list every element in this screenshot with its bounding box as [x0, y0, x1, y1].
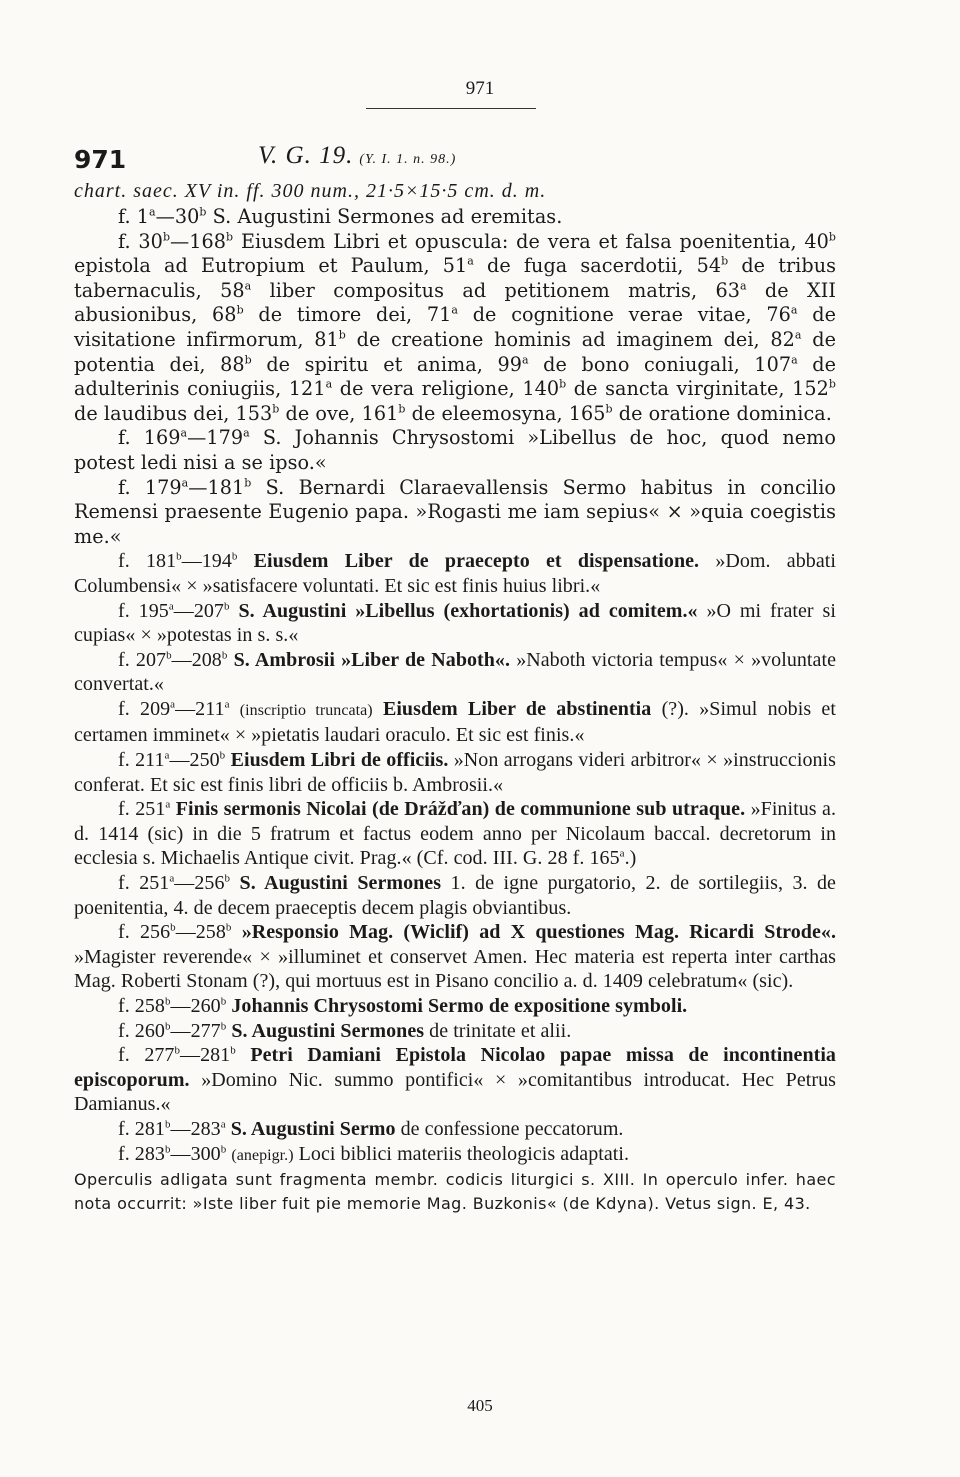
content-entry: f. 281$^b$—283$^a$ S. Augustini Sermo de confessione peccatorum.	[118, 1117, 624, 1140]
contents-body	[74, 205, 836, 1216]
content-entry: f. 209$^a$—211$^a$ (inscriptio truncata) Eiusdem Liber de abstinentia (?). »Simul nobis et certamen imminet« × »pietatis laudari oraculo. Et sic est finis.«	[74, 697, 836, 747]
shelfmark: V. G. 19.	[258, 142, 354, 169]
content-entry: Operculis adligata sunt fragmenta membr. codicis liturgici s. XIII. In operculo infer. haec nota occurrit: »Iste liber fuit pie memorie Mag. Buzkonis« (de Kdyna). Vetus sign. E, 43.	[74, 1170, 836, 1214]
content-entry: f. 169$^a$—179$^a$ S. Johannis Chrysostomi »Libellus de hoc, quod nemo potest ledi nisi a se ipso.«	[74, 426, 836, 474]
content-entry: f. 260$^b$—277$^b$ S. Augustini Sermones de trinitate et alii.	[118, 1019, 572, 1042]
content-entry: f. 256$^b$—258$^b$ »Responsio Mag. (Wiclif) ad X questiones Mag. Ricardi Strode«. »Magister reverende« × »illuminet et conservet Amen. Hec materia est reperta inter carthas Mag. Roberti Stonam (?), qui mortuus est in Pisano concilio a. d. 1409 celebratum« (sic).	[74, 921, 836, 993]
old-signature: (Y. I. 1. n. 98.)	[359, 152, 457, 167]
content-entry: f. 277$^b$—281$^b$ Petri Damiani Epistola Nicolao papae missa de incontinentia episcoporum. »Domino Nic. summo pontifici« × »comitantibus introducat. Hec Petrus Damianus.«	[74, 1044, 836, 1116]
entry-number: 971	[74, 145, 127, 174]
content-entry: f. 251$^a$ Finis sermonis Nicolai (de Drážďan) de communione sub utraque. »Finitus a. d. 1414 (sic) in die 5 fratrum et factus eodem anno per Nicolaum baccal. decretorum in ecclesia s. Michaelis Antique civit. Prag.« (Cf. cod. III. G. 28 f. 165$^a$.)	[74, 798, 837, 870]
head-rule	[366, 108, 536, 109]
content-entry: f. 1$^a$—30$^b$ S. Augustini Sermones ad eremitas.	[118, 205, 563, 228]
shelfmark-line	[258, 142, 456, 170]
content-entry: f. 258$^b$—260$^b$ Johannis Chrysostomi Sermo de expositione symboli.	[118, 995, 688, 1017]
content-entry: f. 179$^a$—181$^b$ S. Bernardi Claraevallensis Sermo habitus in concilio Remensi praesente Eugenio papa. »Rogasti me iam sepius« × »quia coegistis me.«	[74, 475, 836, 548]
content-entry: f. 30$^b$—168$^b$ Eiusdem Libri et opuscula: de vera et falsa poenitentia, 40$^b$ epistola ad Eutropium et Paulum, 51$^a$ de fuga sacerdotii, 54$^b$ de tribus tabernaculis, 58$^a$ liber compositus ad petitionem matris, 63$^a$ de XII abusionibus, 68$^b$ de timore dei, 71$^a$ de cognitione verae vitae, 76$^a$ de visitatione infirmorum, 81$^b$ de creatione hominis ad imaginem dei, 82$^a$ de potentia dei, 88$^b$ de spiritu et anima, 99$^a$ de bono coniugali, 107$^a$ de adulterinis coniugiis, 121$^a$ de vera religione, 140$^b$ de sancta virginitate, 152$^b$ de laudibus dei, 153$^b$ de ove, 161$^b$ de eleemosyna, 165$^b$ de oratione dominica.	[74, 229, 837, 425]
content-entry: f. 283$^b$—300$^b$ (anepigr.) Loci biblici materiis theologicis adaptati.	[118, 1142, 630, 1165]
content-entry: f. 195$^a$—207$^b$ S. Augustini »Libellus (exhortationis) ad comitem.« »O mi frater si cupias« × »potestas in s. s.«	[74, 599, 836, 647]
content-entry: f. 251$^a$—256$^b$ S. Augustini Sermones 1. de igne purgatorio, 2. de sortilegiis, 3. de poenitentia, 4. de decem praeceptis decem plagis obviantibus.	[74, 872, 836, 919]
running-head: 971	[465, 78, 495, 99]
content-entry: f. 211$^a$—250$^b$ Eiusdem Libri de officiis. »Non arrogans videri arbitror« × »instruccionis conferat. Et sic est finis libri de officiis b. Ambrosii.«	[74, 749, 836, 796]
content-entry: f. 207$^b$—208$^b$ S. Ambrosii »Liber de Naboth«. »Naboth victoria tempus« × »voluntate convertat.«	[74, 648, 836, 696]
physical-description: chart. saec. XV in. ff. 300 num., 21·5×15·5 cm. d. m.	[74, 180, 547, 202]
page-number: 405	[467, 1396, 493, 1415]
content-entry: f. 181$^b$—194$^b$ Eiusdem Liber de praecepto et dispensatione. »Dom. abbati Columbensi« × »satisfacere voluntati. Et sic est finis huius libri.«	[74, 550, 836, 597]
